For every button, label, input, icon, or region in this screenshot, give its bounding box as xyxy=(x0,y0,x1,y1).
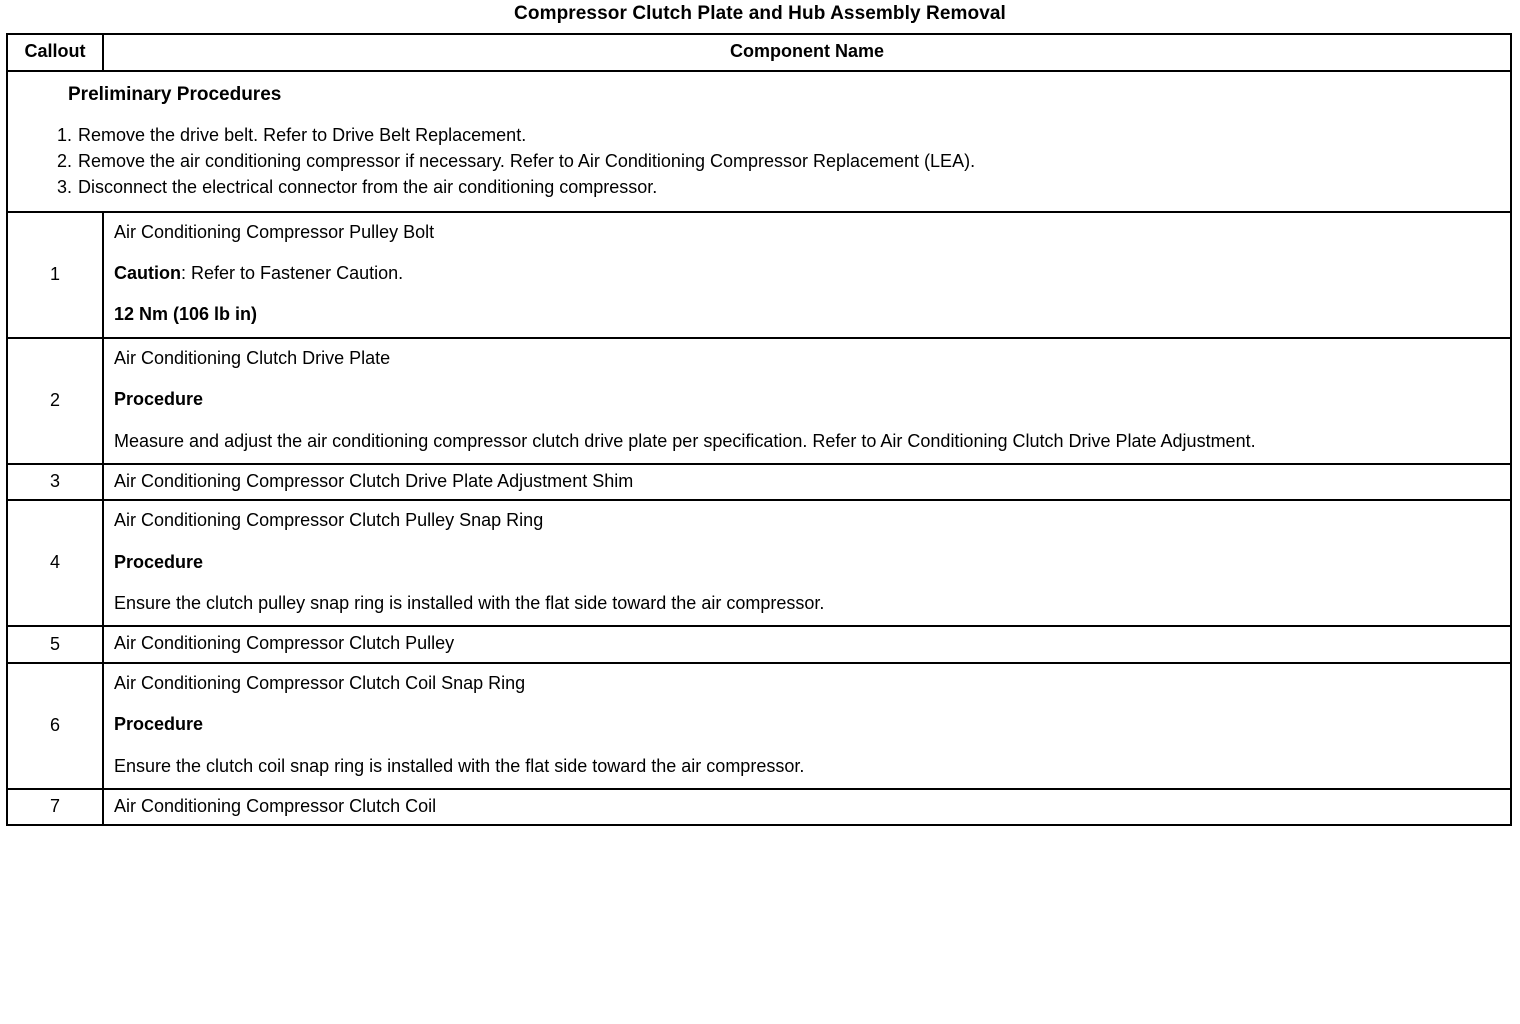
component-name: Air Conditioning Compressor Clutch Coil xyxy=(114,796,437,817)
table-row-preliminary xyxy=(7,71,1511,212)
list-item: Disconnect the electrical connector from the air conditioning compressor. xyxy=(78,176,658,197)
procedure-text: Ensure the clutch pulley snap ring is installed with the flat side toward the air compressor. xyxy=(114,593,825,614)
list-item: Remove the air conditioning compressor if necessary. Refer to Air Conditioning Compressor Replacement (LEA). xyxy=(78,150,976,171)
callout-number: 7 xyxy=(7,789,103,825)
callout-number: 2 xyxy=(7,338,103,464)
preliminary-procedures-cell xyxy=(7,71,1511,212)
component-cell xyxy=(103,338,1511,464)
callout-number: 6 xyxy=(7,663,103,789)
procedure-label: Procedure xyxy=(114,714,204,735)
column-header-component-name: Component Name xyxy=(103,34,1511,71)
table-row xyxy=(7,626,1511,662)
callout-number: 1 xyxy=(7,212,103,338)
table-row xyxy=(7,464,1511,500)
procedure-label: Procedure xyxy=(114,551,204,572)
component-name: Air Conditioning Compressor Clutch Coil Snap Ring xyxy=(114,672,526,693)
column-header-callout: Callout xyxy=(7,34,103,71)
component-cell xyxy=(103,500,1511,626)
torque-spec: 12 Nm (106 lb in) xyxy=(114,304,258,325)
table-row xyxy=(7,212,1511,338)
procedure-text: Measure and adjust the air conditioning compressor clutch drive plate per specification. Refer to Air Conditioning Clutch Drive Plate Adjustment. xyxy=(114,430,1256,451)
list-item: Remove the drive belt. Refer to Drive Belt Replacement. xyxy=(78,124,527,145)
component-cell xyxy=(103,212,1511,338)
component-cell xyxy=(103,464,1511,500)
preliminary-procedures-heading: Preliminary Procedures xyxy=(68,83,282,105)
component-name: Air Conditioning Clutch Drive Plate xyxy=(114,347,391,368)
component-cell xyxy=(103,789,1511,825)
component-name: Air Conditioning Compressor Clutch Drive Plate Adjustment Shim xyxy=(114,470,634,491)
table-row xyxy=(7,663,1511,789)
table-row xyxy=(7,338,1511,464)
callout-number: 5 xyxy=(7,626,103,662)
callout-number: 3 xyxy=(7,464,103,500)
component-name: Air Conditioning Compressor Clutch Pulley Snap Ring xyxy=(114,510,544,531)
table-header-row xyxy=(7,34,1511,71)
callout-number: 4 xyxy=(7,500,103,626)
component-name: Air Conditioning Compressor Pulley Bolt xyxy=(114,221,435,242)
caution-note xyxy=(114,262,1502,285)
procedure-text: Ensure the clutch coil snap ring is installed with the flat side toward the air compressor. xyxy=(114,755,805,776)
page-title: Compressor Clutch Plate and Hub Assembly Removal xyxy=(514,3,1006,24)
caution-label: Caution xyxy=(114,262,181,283)
caution-text: : Refer to Fastener Caution. xyxy=(181,262,404,283)
component-cell xyxy=(103,626,1511,662)
table-row xyxy=(7,500,1511,626)
component-cell xyxy=(103,663,1511,789)
procedure-label: Procedure xyxy=(114,389,204,410)
preliminary-procedures-list xyxy=(16,123,1502,201)
procedure-table xyxy=(6,33,1512,826)
component-name: Air Conditioning Compressor Clutch Pulley xyxy=(114,633,455,654)
table-row xyxy=(7,789,1511,825)
